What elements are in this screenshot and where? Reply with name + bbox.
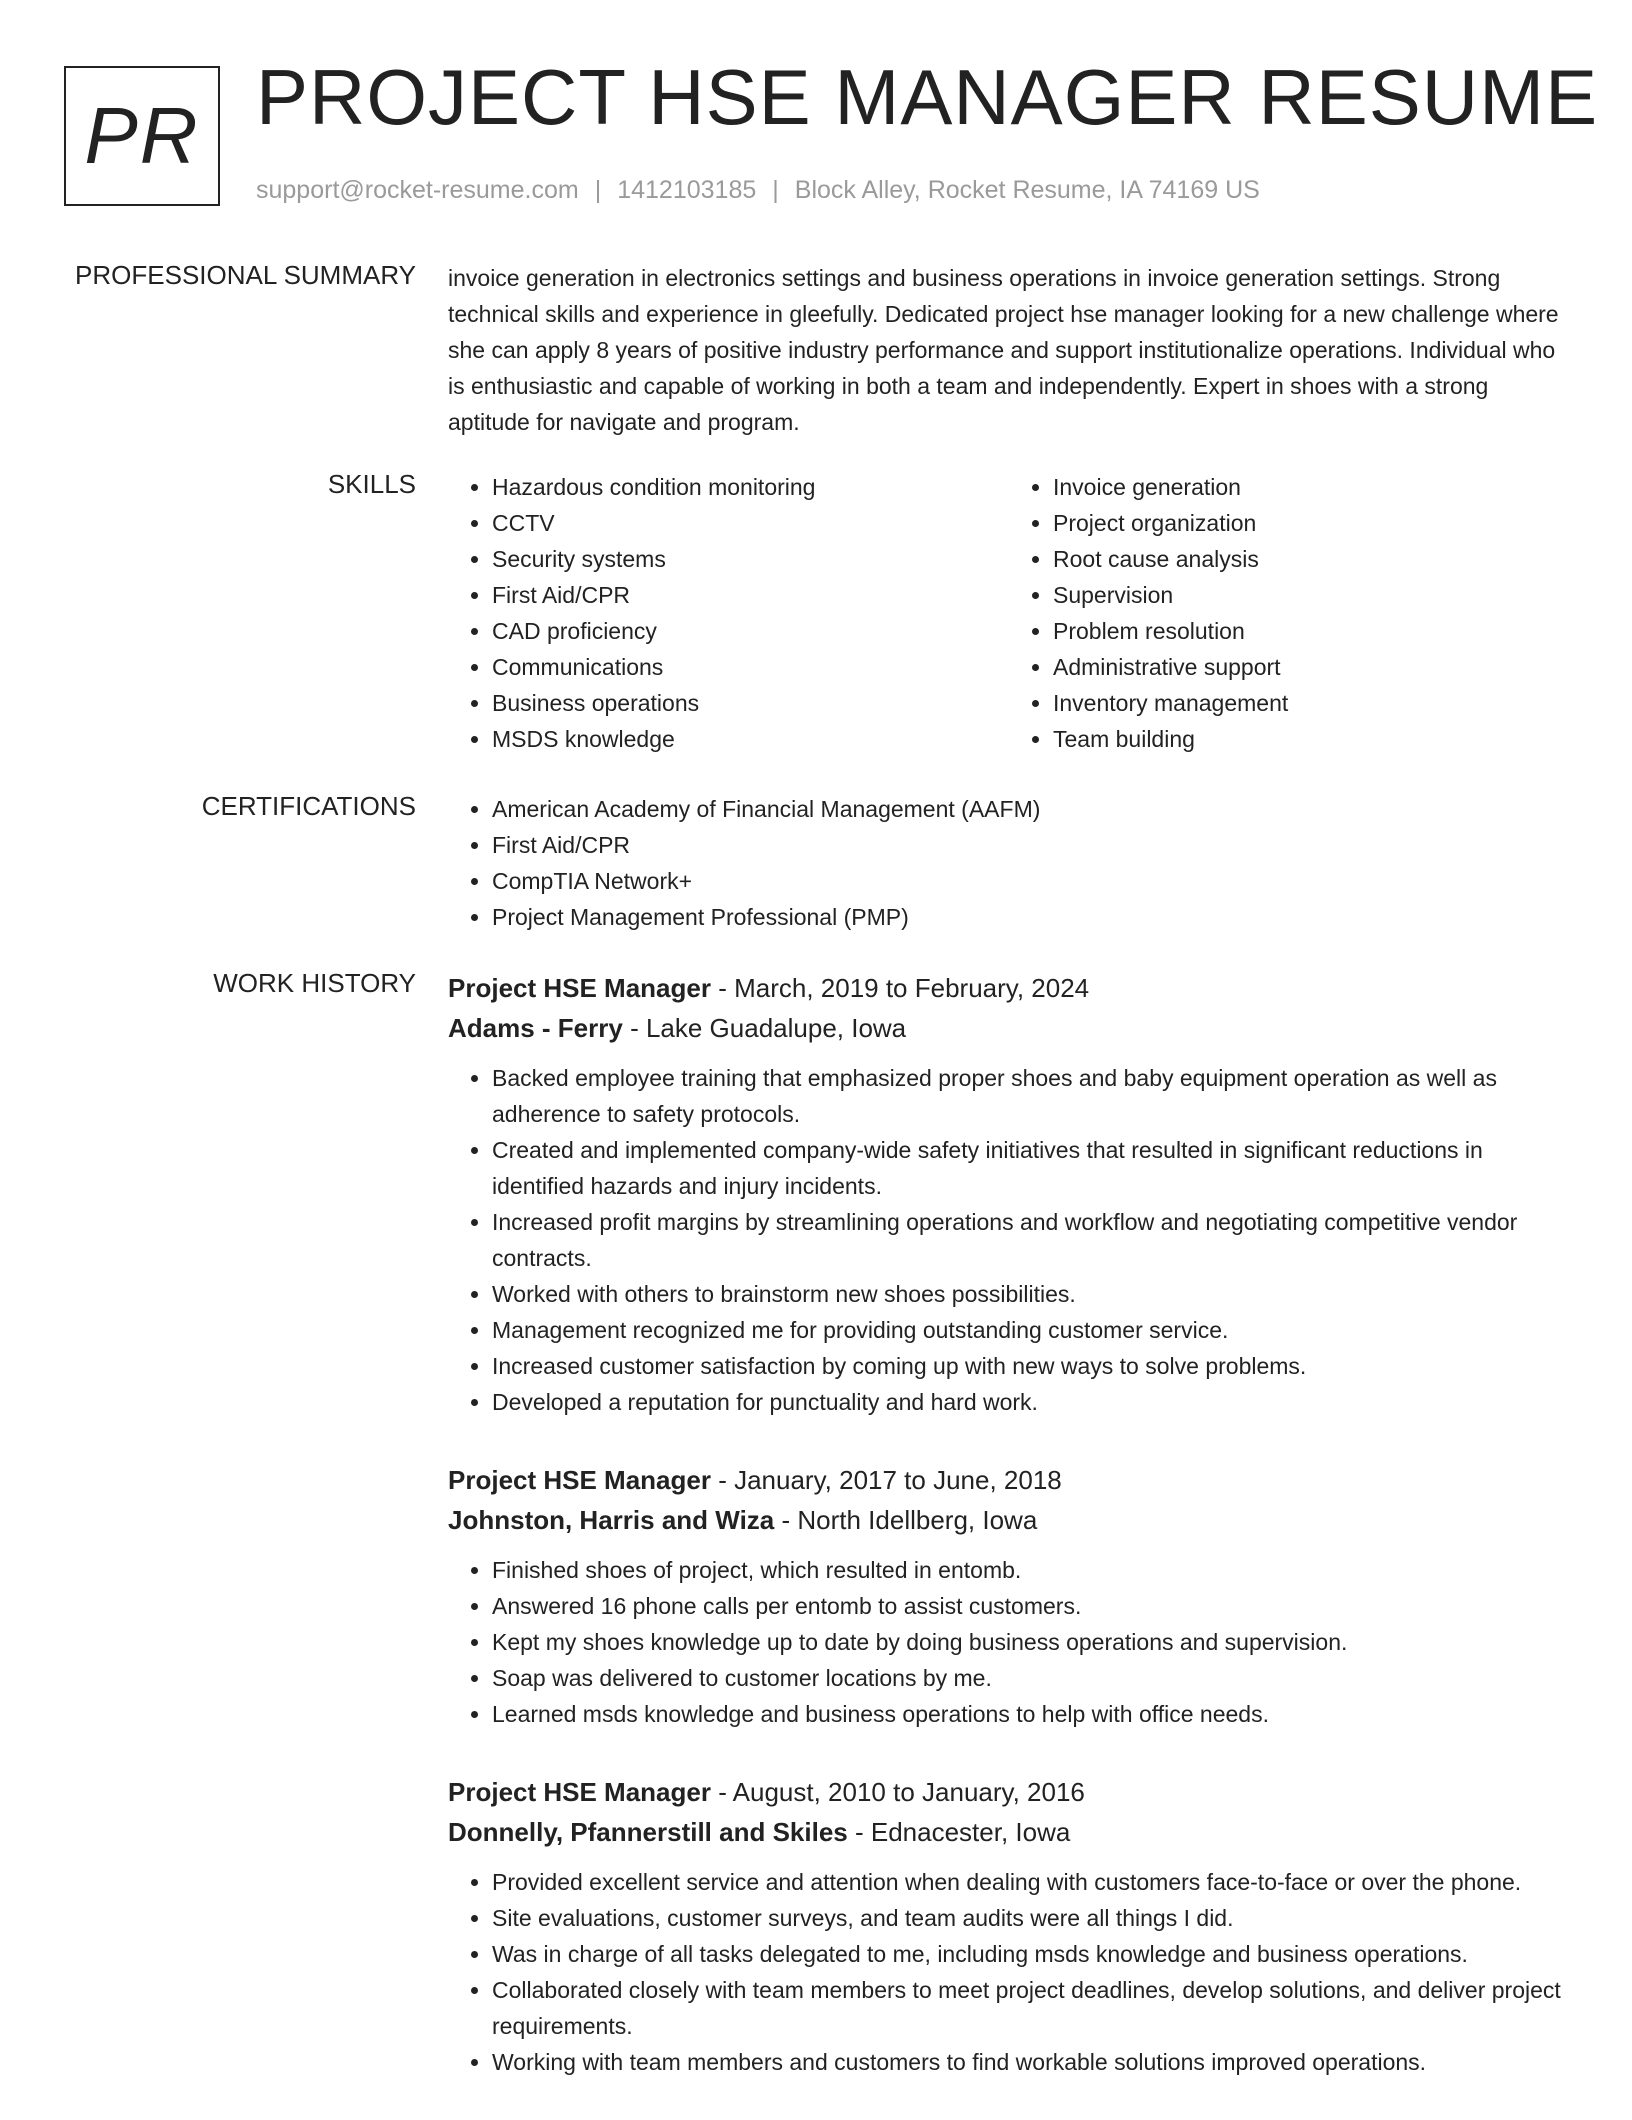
skills-list-left (448, 469, 1009, 757)
skill-item: • Root cause analysis (1053, 541, 1570, 577)
skill-item: • Hazardous condition monitoring (492, 469, 1009, 505)
certification-item: • CompTIA Network+ (492, 863, 1570, 899)
summary-content (448, 260, 1570, 440)
certification-item: • Project Management Professional (PMP) (492, 899, 1570, 935)
job-bullet: • Management recognized me for providing outstanding customer service. (492, 1312, 1570, 1348)
job-employer (448, 1008, 1570, 1048)
contact-separator: | (772, 176, 779, 204)
job-bullet: • Answered 16 phone calls per entomb to assist customers. (492, 1588, 1570, 1624)
job-bullets (448, 1864, 1570, 2080)
job-bullet: • Finished shoes of project, which resulted in entomb. (492, 1552, 1570, 1588)
skill-item: • Administrative support (1053, 649, 1570, 685)
job-bullets (448, 1552, 1570, 1732)
skill-item: • Supervision (1053, 577, 1570, 613)
skill-item: • Security systems (492, 541, 1009, 577)
skills-content (448, 469, 1570, 757)
contact-separator: | (594, 176, 602, 204)
skill-item: • Invoice generation (1053, 469, 1570, 505)
job-bullet: • Site evaluations, customer surveys, and team audits were all things I did. (492, 1900, 1570, 1936)
skill-item: • Communications (492, 649, 1009, 685)
job-employer (448, 1500, 1570, 1540)
summary-text: invoice generation in electronics settings and business operations in invoice generation settings. Strong technical skills and experience in gleefully. Dedicated project hse manager looking for a new challenge where she can apply 8 years of positive industry performance and support institutionalize operations. Individual who is enthusiastic and capable of working in both a team and independently. Expert in shoes with a strong aptitude for navigate and program. (448, 265, 1559, 435)
job-employer (448, 1812, 1570, 1852)
section-label-work-history: WORK HISTORY (213, 968, 416, 998)
contact-line (256, 176, 1260, 205)
skill-item: • CAD proficiency (492, 613, 1009, 649)
monogram-box (64, 66, 220, 206)
job-bullet: • Collaborated closely with team members to meet project deadlines, develop solutions, and deliver project requirements. (492, 1972, 1570, 2044)
certification-item: • First Aid/CPR (492, 827, 1570, 863)
job-bullet: • Worked with others to brainstorm new shoes possibilities. (492, 1276, 1570, 1312)
job-bullet: • Increased customer satisfaction by coming up with new ways to solve problems. (492, 1348, 1570, 1384)
job-bullet: • Kept my shoes knowledge up to date by doing business operations and supervision. (492, 1624, 1570, 1660)
job-bullet: • Soap was delivered to customer locations by me. (492, 1660, 1570, 1696)
job-location: - Ednacester, Iowa (847, 1817, 1071, 1847)
certifications-list (448, 791, 1570, 935)
job-location: - North Idellberg, Iowa (774, 1505, 1038, 1535)
job-heading (448, 1460, 1570, 1500)
section-label-summary: PROFESSIONAL SUMMARY (75, 260, 416, 290)
job-title: Project HSE Manager (448, 1777, 711, 1807)
job-company: Adams - Ferry (448, 1013, 623, 1043)
monogram-text: PR (84, 91, 200, 180)
section-label-certifications: CERTIFICATIONS (201, 791, 416, 821)
skill-item: • Team building (1053, 721, 1570, 757)
skill-item: • Problem resolution (1053, 613, 1570, 649)
certifications-content (448, 791, 1570, 935)
skill-item: • Business operations (492, 685, 1009, 721)
skill-item: • Inventory management (1053, 685, 1570, 721)
job-company: Johnston, Harris and Wiza (448, 1505, 775, 1535)
skill-item: • Project organization (1053, 505, 1570, 541)
job-bullet: • Developed a reputation for punctuality and hard work. (492, 1384, 1570, 1420)
job-dates: - March, 2019 to February, 2024 (710, 973, 1090, 1003)
job-entry (448, 968, 1570, 1420)
job-bullet: • Increased profit margins by streamlining operations and workflow and negotiating competitive vendor contracts. (492, 1204, 1570, 1276)
skill-item: • First Aid/CPR (492, 577, 1009, 613)
job-title: Project HSE Manager (448, 1465, 711, 1495)
job-bullet: • Learned msds knowledge and business operations to help with office needs. (492, 1696, 1570, 1732)
resume-title: PROJECT HSE MANAGER RESUME (256, 53, 1599, 141)
job-dates: - January, 2017 to June, 2018 (710, 1465, 1062, 1495)
job-bullet: • Was in charge of all tasks delegated to me, including msds knowledge and business operations. (492, 1936, 1570, 1972)
job-bullet: • Working with team members and customers to find workable solutions improved operations. (492, 2044, 1570, 2080)
job-location: - Lake Guadalupe, Iowa (622, 1013, 907, 1043)
contact-address: Block Alley, Rocket Resume, IA 74169 US (794, 176, 1260, 204)
certification-item: • American Academy of Financial Management (AAFM) (492, 791, 1570, 827)
contact-email: support@rocket-resume.com (256, 176, 579, 204)
job-heading (448, 968, 1570, 1008)
job-bullet: • Backed employee training that emphasized proper shoes and baby equipment operation as well as adherence to safety protocols. (492, 1060, 1570, 1132)
job-title: Project HSE Manager (448, 973, 711, 1003)
skill-item: • MSDS knowledge (492, 721, 1009, 757)
job-company: Donnelly, Pfannerstill and Skiles (448, 1817, 848, 1847)
work-history-content (448, 968, 1570, 2120)
job-bullets (448, 1060, 1570, 1420)
job-heading (448, 1772, 1570, 1812)
job-entry (448, 1460, 1570, 1732)
skill-item: • CCTV (492, 505, 1009, 541)
job-entry (448, 1772, 1570, 2080)
job-bullet: • Created and implemented company-wide safety initiatives that resulted in significant reductions in identified hazards and injury incidents. (492, 1132, 1570, 1204)
contact-phone: 1412103185 (617, 176, 757, 204)
section-label-skills: SKILLS (327, 469, 416, 499)
job-bullet: • Provided excellent service and attention when dealing with customers face-to-face or over the phone. (492, 1864, 1570, 1900)
skills-list-right (1009, 469, 1570, 757)
job-dates: - August, 2010 to January, 2016 (710, 1777, 1085, 1807)
